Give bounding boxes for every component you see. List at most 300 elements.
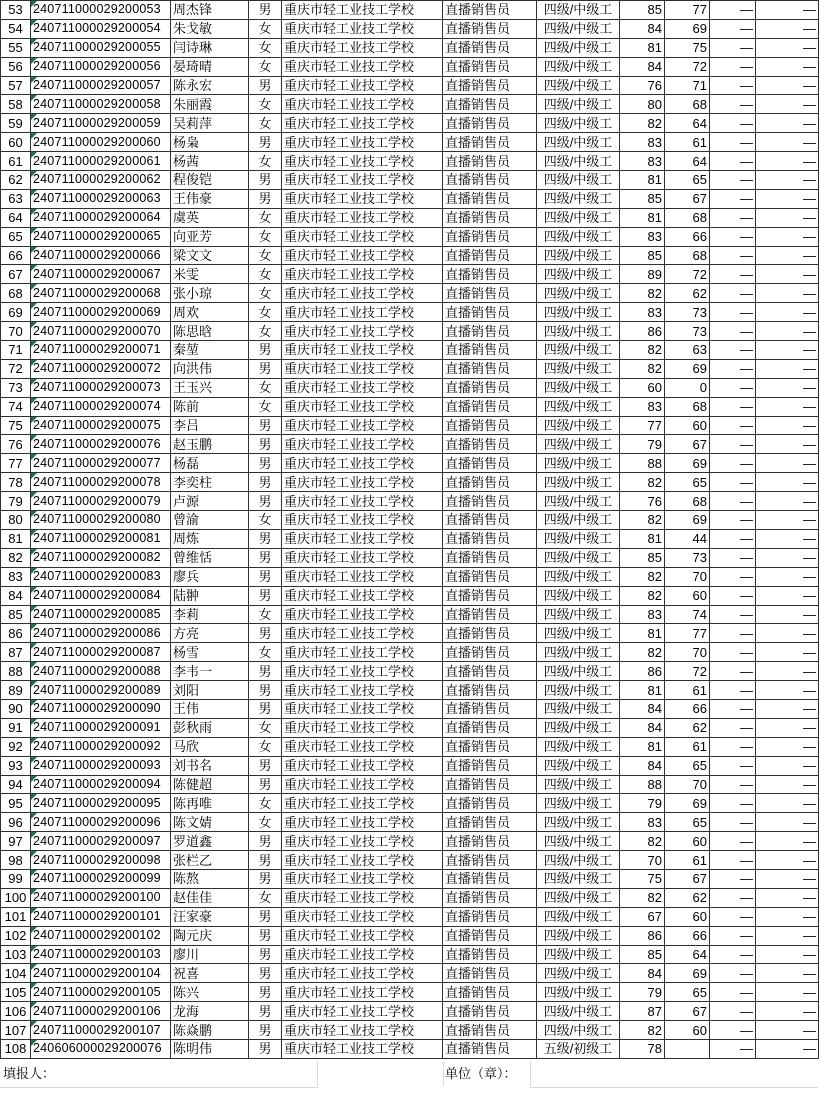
name-cell[interactable]: 王伟 [171, 699, 249, 718]
school-cell[interactable]: 重庆市轻工业技工学校 [282, 76, 443, 95]
score-1-cell[interactable]: 85 [620, 1, 665, 20]
school-cell[interactable]: 重庆市轻工业技工学校 [282, 473, 443, 492]
score-2-cell[interactable]: 61 [665, 737, 710, 756]
theory-dash-cell[interactable]: — [710, 1, 756, 20]
occupation-cell[interactable]: 直播销售员 [443, 227, 537, 246]
score-1-cell[interactable]: 83 [620, 303, 665, 322]
gender-cell[interactable]: 女 [249, 794, 282, 813]
score-2-cell[interactable] [665, 1039, 710, 1058]
exam-id-cell[interactable] [31, 473, 171, 492]
occupation-cell[interactable]: 直播销售员 [443, 605, 537, 624]
occupation-cell[interactable]: 直播销售员 [443, 624, 537, 643]
score-1-cell[interactable]: 81 [620, 208, 665, 227]
score-1-cell[interactable]: 67 [620, 907, 665, 926]
level-cell[interactable]: 四级/中级工 [537, 189, 620, 208]
name-cell[interactable]: 张栏乙 [171, 851, 249, 870]
theory-dash-cell[interactable]: — [710, 548, 756, 567]
score-2-cell[interactable]: 60 [665, 1021, 710, 1040]
result-dash-cell[interactable]: — [756, 171, 819, 190]
school-cell[interactable]: 重庆市轻工业技工学校 [282, 775, 443, 794]
score-1-cell[interactable]: 83 [620, 813, 665, 832]
row-number-cell[interactable]: 104 [1, 964, 31, 983]
occupation-cell[interactable]: 直播销售员 [443, 794, 537, 813]
score-2-cell[interactable]: 69 [665, 511, 710, 530]
name-cell[interactable]: 杨雪 [171, 643, 249, 662]
level-cell[interactable]: 四级/中级工 [537, 737, 620, 756]
exam-id-cell[interactable] [31, 435, 171, 454]
row-number-cell[interactable]: 87 [1, 643, 31, 662]
row-number-cell[interactable]: 57 [1, 76, 31, 95]
exam-id-cell[interactable] [31, 359, 171, 378]
exam-id-cell[interactable] [31, 643, 171, 662]
theory-dash-cell[interactable]: — [710, 435, 756, 454]
score-1-cell[interactable]: 79 [620, 983, 665, 1002]
level-cell[interactable]: 四级/中级工 [537, 529, 620, 548]
level-cell[interactable]: 四级/中级工 [537, 832, 620, 851]
row-number-cell[interactable]: 69 [1, 303, 31, 322]
row-number-cell[interactable]: 74 [1, 397, 31, 416]
level-cell[interactable]: 四级/中级工 [537, 699, 620, 718]
school-cell[interactable]: 重庆市轻工业技工学校 [282, 322, 443, 341]
theory-dash-cell[interactable]: — [710, 699, 756, 718]
score-1-cell[interactable]: 85 [620, 189, 665, 208]
school-cell[interactable]: 重庆市轻工业技工学校 [282, 1039, 443, 1058]
score-1-cell[interactable]: 85 [620, 246, 665, 265]
result-dash-cell[interactable]: — [756, 322, 819, 341]
name-cell[interactable]: 汪家豪 [171, 907, 249, 926]
occupation-cell[interactable]: 直播销售员 [443, 832, 537, 851]
theory-dash-cell[interactable]: — [710, 133, 756, 152]
occupation-cell[interactable]: 直播销售员 [443, 662, 537, 681]
school-cell[interactable]: 重庆市轻工业技工学校 [282, 189, 443, 208]
score-1-cell[interactable]: 84 [620, 964, 665, 983]
exam-id-cell[interactable] [31, 492, 171, 511]
occupation-cell[interactable]: 直播销售员 [443, 945, 537, 964]
theory-dash-cell[interactable]: — [710, 1002, 756, 1021]
result-dash-cell[interactable]: — [756, 359, 819, 378]
result-dash-cell[interactable]: — [756, 1, 819, 20]
theory-dash-cell[interactable]: — [710, 19, 756, 38]
score-2-cell[interactable]: 64 [665, 945, 710, 964]
score-2-cell[interactable]: 66 [665, 699, 710, 718]
row-number-cell[interactable]: 75 [1, 416, 31, 435]
score-1-cell[interactable]: 84 [620, 57, 665, 76]
theory-dash-cell[interactable]: — [710, 756, 756, 775]
score-2-cell[interactable]: 65 [665, 756, 710, 775]
school-cell[interactable]: 重庆市轻工业技工学校 [282, 945, 443, 964]
row-number-cell[interactable]: 85 [1, 605, 31, 624]
exam-id-cell[interactable] [31, 114, 171, 133]
name-cell[interactable]: 陈熬 [171, 869, 249, 888]
result-dash-cell[interactable]: — [756, 303, 819, 322]
theory-dash-cell[interactable]: — [710, 888, 756, 907]
level-cell[interactable]: 四级/中级工 [537, 756, 620, 775]
score-2-cell[interactable]: 75 [665, 38, 710, 57]
score-1-cell[interactable]: 77 [620, 416, 665, 435]
gender-cell[interactable]: 女 [249, 605, 282, 624]
gender-cell[interactable]: 男 [249, 567, 282, 586]
level-cell[interactable]: 四级/中级工 [537, 19, 620, 38]
exam-id-cell[interactable] [31, 1039, 171, 1058]
result-dash-cell[interactable]: — [756, 1039, 819, 1058]
row-number-cell[interactable]: 63 [1, 189, 31, 208]
level-cell[interactable]: 四级/中级工 [537, 813, 620, 832]
gender-cell[interactable]: 女 [249, 152, 282, 171]
name-cell[interactable]: 杨枭 [171, 133, 249, 152]
name-cell[interactable]: 李吕 [171, 416, 249, 435]
school-cell[interactable]: 重庆市轻工业技工学校 [282, 378, 443, 397]
level-cell[interactable]: 四级/中级工 [537, 454, 620, 473]
school-cell[interactable]: 重庆市轻工业技工学校 [282, 605, 443, 624]
theory-dash-cell[interactable]: — [710, 38, 756, 57]
score-1-cell[interactable]: 89 [620, 265, 665, 284]
score-1-cell[interactable]: 82 [620, 511, 665, 530]
name-cell[interactable]: 陈思晗 [171, 322, 249, 341]
row-number-cell[interactable]: 91 [1, 718, 31, 737]
score-2-cell[interactable]: 68 [665, 397, 710, 416]
occupation-cell[interactable]: 直播销售员 [443, 359, 537, 378]
result-dash-cell[interactable]: — [756, 1002, 819, 1021]
exam-id-cell[interactable] [31, 813, 171, 832]
theory-dash-cell[interactable]: — [710, 284, 756, 303]
row-number-cell[interactable]: 92 [1, 737, 31, 756]
gender-cell[interactable]: 男 [249, 699, 282, 718]
gender-cell[interactable]: 男 [249, 1002, 282, 1021]
result-dash-cell[interactable]: — [756, 869, 819, 888]
result-dash-cell[interactable]: — [756, 851, 819, 870]
gender-cell[interactable]: 男 [249, 964, 282, 983]
theory-dash-cell[interactable]: — [710, 945, 756, 964]
score-1-cell[interactable]: 81 [620, 529, 665, 548]
level-cell[interactable]: 四级/中级工 [537, 775, 620, 794]
occupation-cell[interactable]: 直播销售员 [443, 775, 537, 794]
score-2-cell[interactable]: 60 [665, 586, 710, 605]
exam-id-cell[interactable] [31, 1, 171, 20]
theory-dash-cell[interactable]: — [710, 208, 756, 227]
occupation-cell[interactable]: 直播销售员 [443, 813, 537, 832]
school-cell[interactable]: 重庆市轻工业技工学校 [282, 756, 443, 775]
score-2-cell[interactable]: 64 [665, 114, 710, 133]
score-2-cell[interactable]: 66 [665, 227, 710, 246]
school-cell[interactable]: 重庆市轻工业技工学校 [282, 851, 443, 870]
name-cell[interactable]: 陈健超 [171, 775, 249, 794]
gender-cell[interactable]: 男 [249, 171, 282, 190]
occupation-cell[interactable]: 直播销售员 [443, 983, 537, 1002]
score-2-cell[interactable]: 61 [665, 133, 710, 152]
exam-id-cell[interactable] [31, 832, 171, 851]
school-cell[interactable]: 重庆市轻工业技工学校 [282, 303, 443, 322]
name-cell[interactable]: 朱戈敏 [171, 19, 249, 38]
level-cell[interactable]: 四级/中级工 [537, 397, 620, 416]
row-number-cell[interactable]: 108 [1, 1039, 31, 1058]
row-number-cell[interactable]: 60 [1, 133, 31, 152]
exam-id-cell[interactable] [31, 699, 171, 718]
score-1-cell[interactable]: 83 [620, 397, 665, 416]
name-cell[interactable]: 杨磊 [171, 454, 249, 473]
level-cell[interactable]: 四级/中级工 [537, 473, 620, 492]
exam-id-cell[interactable] [31, 397, 171, 416]
school-cell[interactable]: 重庆市轻工业技工学校 [282, 1021, 443, 1040]
score-2-cell[interactable]: 61 [665, 851, 710, 870]
name-cell[interactable]: 陈前 [171, 397, 249, 416]
level-cell[interactable]: 四级/中级工 [537, 511, 620, 530]
score-2-cell[interactable]: 67 [665, 435, 710, 454]
score-2-cell[interactable]: 65 [665, 473, 710, 492]
theory-dash-cell[interactable]: — [710, 57, 756, 76]
theory-dash-cell[interactable]: — [710, 397, 756, 416]
gender-cell[interactable]: 女 [249, 511, 282, 530]
gender-cell[interactable]: 男 [249, 869, 282, 888]
gender-cell[interactable]: 男 [249, 926, 282, 945]
school-cell[interactable]: 重庆市轻工业技工学校 [282, 794, 443, 813]
name-cell[interactable]: 廖川 [171, 945, 249, 964]
gender-cell[interactable]: 女 [249, 643, 282, 662]
occupation-cell[interactable]: 直播销售员 [443, 284, 537, 303]
level-cell[interactable]: 四级/中级工 [537, 303, 620, 322]
exam-id-cell[interactable] [31, 926, 171, 945]
gender-cell[interactable]: 男 [249, 189, 282, 208]
result-dash-cell[interactable]: — [756, 19, 819, 38]
name-cell[interactable]: 曾渝 [171, 511, 249, 530]
exam-id-cell[interactable] [31, 133, 171, 152]
result-dash-cell[interactable]: — [756, 416, 819, 435]
occupation-cell[interactable]: 直播销售员 [443, 718, 537, 737]
level-cell[interactable]: 四级/中级工 [537, 435, 620, 454]
score-2-cell[interactable]: 62 [665, 284, 710, 303]
occupation-cell[interactable]: 直播销售员 [443, 1039, 537, 1058]
level-cell[interactable]: 四级/中级工 [537, 964, 620, 983]
score-2-cell[interactable]: 73 [665, 322, 710, 341]
gender-cell[interactable]: 女 [249, 114, 282, 133]
school-cell[interactable]: 重庆市轻工业技工学校 [282, 964, 443, 983]
gender-cell[interactable]: 男 [249, 756, 282, 775]
score-2-cell[interactable]: 60 [665, 907, 710, 926]
score-1-cell[interactable]: 80 [620, 95, 665, 114]
name-cell[interactable]: 罗道鑫 [171, 832, 249, 851]
row-number-cell[interactable]: 102 [1, 926, 31, 945]
gender-cell[interactable]: 女 [249, 397, 282, 416]
occupation-cell[interactable]: 直播销售员 [443, 246, 537, 265]
gender-cell[interactable]: 男 [249, 1021, 282, 1040]
row-number-cell[interactable]: 107 [1, 1021, 31, 1040]
score-2-cell[interactable]: 73 [665, 548, 710, 567]
occupation-cell[interactable]: 直播销售员 [443, 265, 537, 284]
occupation-cell[interactable]: 直播销售员 [443, 171, 537, 190]
gender-cell[interactable]: 女 [249, 813, 282, 832]
theory-dash-cell[interactable]: — [710, 76, 756, 95]
score-1-cell[interactable]: 81 [620, 681, 665, 700]
row-number-cell[interactable]: 95 [1, 794, 31, 813]
row-number-cell[interactable]: 82 [1, 548, 31, 567]
school-cell[interactable]: 重庆市轻工业技工学校 [282, 454, 443, 473]
school-cell[interactable]: 重庆市轻工业技工学校 [282, 284, 443, 303]
school-cell[interactable]: 重庆市轻工业技工学校 [282, 416, 443, 435]
score-2-cell[interactable]: 60 [665, 832, 710, 851]
row-number-cell[interactable]: 101 [1, 907, 31, 926]
name-cell[interactable]: 程俊铠 [171, 171, 249, 190]
exam-id-cell[interactable] [31, 95, 171, 114]
score-2-cell[interactable]: 77 [665, 1, 710, 20]
row-number-cell[interactable]: 76 [1, 435, 31, 454]
result-dash-cell[interactable]: — [756, 397, 819, 416]
result-dash-cell[interactable]: — [756, 38, 819, 57]
theory-dash-cell[interactable]: — [710, 227, 756, 246]
school-cell[interactable]: 重庆市轻工业技工学校 [282, 492, 443, 511]
school-cell[interactable]: 重庆市轻工业技工学校 [282, 586, 443, 605]
school-cell[interactable]: 重庆市轻工业技工学校 [282, 699, 443, 718]
theory-dash-cell[interactable]: — [710, 322, 756, 341]
occupation-cell[interactable]: 直播销售员 [443, 416, 537, 435]
exam-id-cell[interactable] [31, 888, 171, 907]
gender-cell[interactable]: 女 [249, 265, 282, 284]
theory-dash-cell[interactable]: — [710, 114, 756, 133]
row-number-cell[interactable]: 103 [1, 945, 31, 964]
result-dash-cell[interactable]: — [756, 586, 819, 605]
score-1-cell[interactable]: 79 [620, 435, 665, 454]
score-1-cell[interactable]: 88 [620, 454, 665, 473]
level-cell[interactable]: 四级/中级工 [537, 983, 620, 1002]
occupation-cell[interactable]: 直播销售员 [443, 189, 537, 208]
theory-dash-cell[interactable]: — [710, 95, 756, 114]
exam-id-cell[interactable] [31, 1021, 171, 1040]
level-cell[interactable]: 四级/中级工 [537, 246, 620, 265]
score-2-cell[interactable]: 61 [665, 681, 710, 700]
occupation-cell[interactable]: 直播销售员 [443, 76, 537, 95]
gender-cell[interactable]: 男 [249, 133, 282, 152]
result-dash-cell[interactable]: — [756, 1021, 819, 1040]
exam-id-cell[interactable] [31, 983, 171, 1002]
exam-id-cell[interactable] [31, 756, 171, 775]
score-1-cell[interactable]: 86 [620, 926, 665, 945]
occupation-cell[interactable]: 直播销售员 [443, 511, 537, 530]
level-cell[interactable]: 四级/中级工 [537, 76, 620, 95]
school-cell[interactable]: 重庆市轻工业技工学校 [282, 359, 443, 378]
exam-id-cell[interactable] [31, 567, 171, 586]
name-cell[interactable]: 陈明伟 [171, 1039, 249, 1058]
score-1-cell[interactable]: 82 [620, 1021, 665, 1040]
school-cell[interactable]: 重庆市轻工业技工学校 [282, 95, 443, 114]
score-1-cell[interactable]: 85 [620, 548, 665, 567]
score-1-cell[interactable]: 82 [620, 284, 665, 303]
name-cell[interactable]: 张小琼 [171, 284, 249, 303]
exam-id-cell[interactable] [31, 76, 171, 95]
result-dash-cell[interactable]: — [756, 378, 819, 397]
score-2-cell[interactable]: 68 [665, 246, 710, 265]
occupation-cell[interactable]: 直播销售员 [443, 435, 537, 454]
exam-id-cell[interactable] [31, 227, 171, 246]
score-2-cell[interactable]: 44 [665, 529, 710, 548]
theory-dash-cell[interactable]: — [710, 416, 756, 435]
exam-id-cell[interactable] [31, 907, 171, 926]
name-cell[interactable]: 向洪伟 [171, 359, 249, 378]
row-number-cell[interactable]: 71 [1, 341, 31, 360]
row-number-cell[interactable]: 77 [1, 454, 31, 473]
row-number-cell[interactable]: 105 [1, 983, 31, 1002]
level-cell[interactable]: 四级/中级工 [537, 492, 620, 511]
exam-id-cell[interactable] [31, 322, 171, 341]
result-dash-cell[interactable]: — [756, 548, 819, 567]
gender-cell[interactable]: 男 [249, 359, 282, 378]
row-number-cell[interactable]: 96 [1, 813, 31, 832]
exam-id-cell[interactable] [31, 737, 171, 756]
score-2-cell[interactable]: 72 [665, 265, 710, 284]
theory-dash-cell[interactable]: — [710, 492, 756, 511]
school-cell[interactable]: 重庆市轻工业技工学校 [282, 57, 443, 76]
name-cell[interactable]: 陈永宏 [171, 76, 249, 95]
level-cell[interactable]: 四级/中级工 [537, 794, 620, 813]
school-cell[interactable]: 重庆市轻工业技工学校 [282, 1002, 443, 1021]
score-1-cell[interactable]: 83 [620, 133, 665, 152]
name-cell[interactable]: 陈文婧 [171, 813, 249, 832]
exam-id-cell[interactable] [31, 38, 171, 57]
result-dash-cell[interactable]: — [756, 57, 819, 76]
score-1-cell[interactable]: 82 [620, 643, 665, 662]
occupation-cell[interactable]: 直播销售员 [443, 851, 537, 870]
name-cell[interactable]: 刘书名 [171, 756, 249, 775]
gender-cell[interactable]: 男 [249, 907, 282, 926]
theory-dash-cell[interactable]: — [710, 964, 756, 983]
level-cell[interactable]: 四级/中级工 [537, 322, 620, 341]
gender-cell[interactable]: 男 [249, 945, 282, 964]
result-dash-cell[interactable]: — [756, 246, 819, 265]
level-cell[interactable]: 四级/中级工 [537, 152, 620, 171]
row-number-cell[interactable]: 64 [1, 208, 31, 227]
score-1-cell[interactable]: 81 [620, 171, 665, 190]
exam-id-cell[interactable] [31, 964, 171, 983]
theory-dash-cell[interactable]: — [710, 737, 756, 756]
theory-dash-cell[interactable]: — [710, 454, 756, 473]
exam-id-cell[interactable] [31, 1002, 171, 1021]
level-cell[interactable]: 四级/中级工 [537, 416, 620, 435]
theory-dash-cell[interactable]: — [710, 1021, 756, 1040]
score-2-cell[interactable]: 69 [665, 964, 710, 983]
gender-cell[interactable]: 男 [249, 586, 282, 605]
score-2-cell[interactable]: 70 [665, 775, 710, 794]
name-cell[interactable]: 陈兴 [171, 983, 249, 1002]
exam-id-cell[interactable] [31, 681, 171, 700]
level-cell[interactable]: 四级/中级工 [537, 1, 620, 20]
score-1-cell[interactable]: 81 [620, 737, 665, 756]
row-number-cell[interactable]: 84 [1, 586, 31, 605]
school-cell[interactable]: 重庆市轻工业技工学校 [282, 567, 443, 586]
score-2-cell[interactable]: 68 [665, 95, 710, 114]
score-1-cell[interactable]: 75 [620, 869, 665, 888]
gender-cell[interactable]: 男 [249, 681, 282, 700]
result-dash-cell[interactable]: — [756, 605, 819, 624]
result-dash-cell[interactable]: — [756, 983, 819, 1002]
name-cell[interactable]: 周欢 [171, 303, 249, 322]
exam-id-cell[interactable] [31, 265, 171, 284]
school-cell[interactable]: 重庆市轻工业技工学校 [282, 681, 443, 700]
occupation-cell[interactable]: 直播销售员 [443, 1002, 537, 1021]
school-cell[interactable]: 重庆市轻工业技工学校 [282, 832, 443, 851]
score-2-cell[interactable]: 73 [665, 303, 710, 322]
level-cell[interactable]: 四级/中级工 [537, 586, 620, 605]
gender-cell[interactable]: 男 [249, 341, 282, 360]
result-dash-cell[interactable]: — [756, 907, 819, 926]
theory-dash-cell[interactable]: — [710, 605, 756, 624]
level-cell[interactable]: 四级/中级工 [537, 926, 620, 945]
name-cell[interactable]: 陆翀 [171, 586, 249, 605]
theory-dash-cell[interactable]: — [710, 662, 756, 681]
exam-id-cell[interactable] [31, 718, 171, 737]
exam-id-cell[interactable] [31, 208, 171, 227]
level-cell[interactable]: 四级/中级工 [537, 718, 620, 737]
name-cell[interactable]: 方亮 [171, 624, 249, 643]
result-dash-cell[interactable]: — [756, 964, 819, 983]
theory-dash-cell[interactable]: — [710, 926, 756, 945]
row-number-cell[interactable]: 72 [1, 359, 31, 378]
